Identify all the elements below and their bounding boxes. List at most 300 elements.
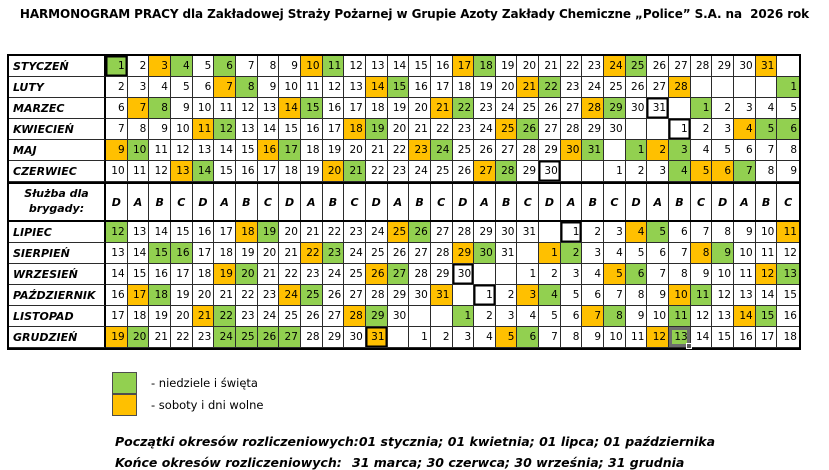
day-cell[interactable]: 19: [171, 285, 193, 306]
day-cell[interactable]: 8: [777, 140, 799, 161]
day-cell[interactable]: 25: [431, 161, 453, 182]
day-cell[interactable]: 29: [431, 264, 453, 285]
day-cell[interactable]: 10: [734, 243, 756, 264]
brigade-letter-cell[interactable]: A: [734, 184, 756, 220]
day-cell[interactable]: 17: [214, 222, 236, 243]
brigade-letter-cell[interactable]: D: [453, 184, 475, 220]
day-cell[interactable]: 4: [756, 98, 778, 119]
day-cell[interactable]: 14: [366, 77, 388, 98]
day-cell[interactable]: 25: [344, 264, 366, 285]
day-cell[interactable]: 23: [236, 306, 258, 327]
day-cell[interactable]: 19: [474, 77, 496, 98]
day-cell[interactable]: 27: [561, 98, 583, 119]
day-cell[interactable]: 31: [647, 98, 669, 119]
day-cell[interactable]: 28: [453, 222, 475, 243]
day-cell[interactable]: 9: [777, 161, 799, 182]
day-cell[interactable]: 3: [149, 56, 171, 77]
day-cell[interactable]: 6: [647, 243, 669, 264]
day-cell[interactable]: 1: [474, 285, 496, 306]
day-cell[interactable]: 11: [193, 119, 215, 140]
day-cell[interactable]: 18: [214, 243, 236, 264]
day-cell[interactable]: 13: [193, 140, 215, 161]
day-cell[interactable]: 10: [712, 264, 734, 285]
empty-cell[interactable]: [539, 222, 561, 243]
day-cell[interactable]: 9: [582, 327, 604, 348]
day-cell[interactable]: 4: [604, 243, 626, 264]
day-cell[interactable]: 1: [409, 327, 431, 348]
day-cell[interactable]: 12: [344, 56, 366, 77]
day-cell[interactable]: 2: [474, 306, 496, 327]
day-cell[interactable]: 23: [301, 264, 323, 285]
day-cell[interactable]: 25: [453, 140, 475, 161]
day-cell[interactable]: 5: [561, 285, 583, 306]
day-cell[interactable]: 27: [496, 140, 518, 161]
day-cell[interactable]: 11: [301, 77, 323, 98]
day-cell[interactable]: 6: [777, 119, 799, 140]
day-cell[interactable]: 11: [149, 140, 171, 161]
day-cell[interactable]: 14: [756, 285, 778, 306]
day-cell[interactable]: 29: [517, 161, 539, 182]
day-cell[interactable]: 28: [669, 77, 691, 98]
day-cell[interactable]: 17: [453, 56, 475, 77]
day-cell[interactable]: 4: [626, 222, 648, 243]
day-cell[interactable]: 31: [756, 56, 778, 77]
day-cell[interactable]: 26: [301, 306, 323, 327]
day-cell[interactable]: 23: [409, 140, 431, 161]
brigade-letter-cell[interactable]: A: [128, 184, 150, 220]
empty-cell[interactable]: [496, 264, 518, 285]
day-cell[interactable]: 8: [756, 161, 778, 182]
day-cell[interactable]: 1: [561, 222, 583, 243]
day-cell[interactable]: 2: [496, 285, 518, 306]
day-cell[interactable]: 26: [409, 222, 431, 243]
day-cell[interactable]: 8: [561, 327, 583, 348]
brigade-letter-cell[interactable]: D: [539, 184, 561, 220]
day-cell[interactable]: 17: [193, 243, 215, 264]
day-cell[interactable]: 22: [366, 161, 388, 182]
day-cell[interactable]: 18: [236, 222, 258, 243]
day-cell[interactable]: 10: [301, 56, 323, 77]
day-cell[interactable]: 6: [214, 56, 236, 77]
day-cell[interactable]: 20: [409, 98, 431, 119]
day-cell[interactable]: 23: [561, 77, 583, 98]
day-cell[interactable]: 30: [734, 56, 756, 77]
day-cell[interactable]: 1: [777, 77, 799, 98]
day-cell[interactable]: 2: [539, 264, 561, 285]
day-cell[interactable]: 14: [193, 161, 215, 182]
day-cell[interactable]: 12: [647, 327, 669, 348]
day-cell[interactable]: 29: [604, 98, 626, 119]
day-cell[interactable]: 27: [669, 56, 691, 77]
day-cell[interactable]: 30: [388, 306, 410, 327]
day-cell[interactable]: 13: [777, 264, 799, 285]
day-cell[interactable]: 9: [626, 306, 648, 327]
day-cell[interactable]: 22: [539, 77, 561, 98]
day-cell[interactable]: 22: [431, 119, 453, 140]
empty-cell[interactable]: [409, 306, 431, 327]
day-cell[interactable]: 27: [344, 285, 366, 306]
day-cell[interactable]: 25: [626, 56, 648, 77]
day-cell[interactable]: 18: [149, 285, 171, 306]
day-cell[interactable]: 5: [604, 264, 626, 285]
day-cell[interactable]: 21: [539, 56, 561, 77]
day-cell[interactable]: 25: [301, 285, 323, 306]
brigade-letter-cell[interactable]: B: [582, 184, 604, 220]
day-cell[interactable]: 16: [734, 327, 756, 348]
day-cell[interactable]: 6: [561, 306, 583, 327]
brigade-letter-cell[interactable]: B: [669, 184, 691, 220]
day-cell[interactable]: 8: [626, 285, 648, 306]
day-cell[interactable]: 9: [647, 285, 669, 306]
day-cell[interactable]: 6: [517, 327, 539, 348]
day-cell[interactable]: 9: [171, 98, 193, 119]
day-cell[interactable]: 16: [149, 264, 171, 285]
day-cell[interactable]: 1: [106, 56, 128, 77]
day-cell[interactable]: 15: [279, 119, 301, 140]
day-cell[interactable]: 19: [366, 119, 388, 140]
day-cell[interactable]: 28: [517, 140, 539, 161]
day-cell[interactable]: 24: [214, 327, 236, 348]
day-cell[interactable]: 8: [691, 243, 713, 264]
day-cell[interactable]: 17: [106, 306, 128, 327]
empty-cell[interactable]: [691, 77, 713, 98]
empty-cell[interactable]: [517, 243, 539, 264]
empty-cell[interactable]: [756, 77, 778, 98]
day-cell[interactable]: 3: [453, 327, 475, 348]
day-cell[interactable]: 5: [691, 161, 713, 182]
day-cell[interactable]: 26: [323, 285, 345, 306]
day-cell[interactable]: 10: [171, 119, 193, 140]
day-cell[interactable]: 28: [301, 327, 323, 348]
day-cell[interactable]: 8: [149, 98, 171, 119]
day-cell[interactable]: 3: [604, 222, 626, 243]
day-cell[interactable]: 16: [193, 222, 215, 243]
day-cell[interactable]: 6: [582, 285, 604, 306]
day-cell[interactable]: 21: [517, 77, 539, 98]
day-cell[interactable]: 5: [171, 77, 193, 98]
day-cell[interactable]: 25: [604, 77, 626, 98]
day-cell[interactable]: 30: [539, 161, 561, 182]
empty-cell[interactable]: [712, 77, 734, 98]
day-cell[interactable]: 13: [734, 285, 756, 306]
day-cell[interactable]: 17: [323, 119, 345, 140]
day-cell[interactable]: 17: [258, 161, 280, 182]
day-cell[interactable]: 21: [258, 264, 280, 285]
day-cell[interactable]: 22: [214, 306, 236, 327]
day-cell[interactable]: 29: [474, 222, 496, 243]
day-cell[interactable]: 26: [366, 264, 388, 285]
day-cell[interactable]: 29: [366, 306, 388, 327]
day-cell[interactable]: 25: [366, 243, 388, 264]
day-cell[interactable]: 3: [734, 98, 756, 119]
day-cell[interactable]: 20: [171, 306, 193, 327]
day-cell[interactable]: 23: [388, 161, 410, 182]
brigade-letter-cell[interactable]: B: [409, 184, 431, 220]
day-cell[interactable]: 14: [128, 243, 150, 264]
day-cell[interactable]: 1: [539, 243, 561, 264]
empty-cell[interactable]: [777, 56, 799, 77]
day-cell[interactable]: 22: [453, 98, 475, 119]
day-cell[interactable]: 24: [409, 161, 431, 182]
day-cell[interactable]: 18: [279, 161, 301, 182]
empty-cell[interactable]: [474, 264, 496, 285]
day-cell[interactable]: 5: [626, 243, 648, 264]
day-cell[interactable]: 28: [691, 56, 713, 77]
day-cell[interactable]: 20: [258, 243, 280, 264]
day-cell[interactable]: 19: [323, 140, 345, 161]
day-cell[interactable]: 4: [474, 327, 496, 348]
day-cell[interactable]: 12: [214, 119, 236, 140]
day-cell[interactable]: 16: [258, 140, 280, 161]
day-cell[interactable]: 9: [106, 140, 128, 161]
day-cell[interactable]: 16: [106, 285, 128, 306]
day-cell[interactable]: 17: [171, 264, 193, 285]
day-cell[interactable]: 7: [691, 222, 713, 243]
day-cell[interactable]: 20: [128, 327, 150, 348]
day-cell[interactable]: 16: [171, 243, 193, 264]
day-cell[interactable]: 22: [323, 222, 345, 243]
day-cell[interactable]: 9: [279, 56, 301, 77]
day-cell[interactable]: 5: [777, 98, 799, 119]
day-cell[interactable]: 29: [323, 327, 345, 348]
day-cell[interactable]: 25: [236, 327, 258, 348]
day-cell[interactable]: 13: [128, 222, 150, 243]
brigade-letter-cell[interactable]: C: [258, 184, 280, 220]
brigade-letter-cell[interactable]: A: [561, 184, 583, 220]
day-cell[interactable]: 10: [279, 77, 301, 98]
day-cell[interactable]: 13: [258, 98, 280, 119]
day-cell[interactable]: 2: [128, 56, 150, 77]
day-cell[interactable]: 20: [236, 264, 258, 285]
day-cell[interactable]: 11: [323, 56, 345, 77]
day-cell[interactable]: 16: [409, 77, 431, 98]
day-cell[interactable]: 14: [214, 140, 236, 161]
day-cell[interactable]: 25: [496, 119, 518, 140]
brigade-letter-cell[interactable]: D: [279, 184, 301, 220]
empty-cell[interactable]: [647, 119, 669, 140]
brigade-letter-cell[interactable]: C: [171, 184, 193, 220]
day-cell[interactable]: 4: [691, 140, 713, 161]
day-cell[interactable]: 2: [647, 140, 669, 161]
day-cell[interactable]: 30: [604, 119, 626, 140]
day-cell[interactable]: 9: [258, 77, 280, 98]
day-cell[interactable]: 26: [453, 161, 475, 182]
day-cell[interactable]: 15: [128, 264, 150, 285]
day-cell[interactable]: 20: [388, 119, 410, 140]
day-cell[interactable]: 26: [539, 98, 561, 119]
day-cell[interactable]: 20: [344, 140, 366, 161]
day-cell[interactable]: 14: [388, 56, 410, 77]
day-cell[interactable]: 31: [496, 243, 518, 264]
day-cell[interactable]: 21: [214, 285, 236, 306]
day-cell[interactable]: 17: [344, 98, 366, 119]
day-cell[interactable]: 8: [258, 56, 280, 77]
day-cell[interactable]: 7: [128, 98, 150, 119]
day-cell[interactable]: 22: [561, 56, 583, 77]
day-cell[interactable]: 14: [734, 306, 756, 327]
empty-cell[interactable]: [734, 77, 756, 98]
day-cell[interactable]: 15: [149, 243, 171, 264]
day-cell[interactable]: 28: [344, 306, 366, 327]
day-cell[interactable]: 25: [517, 98, 539, 119]
day-cell[interactable]: 5: [193, 56, 215, 77]
day-cell[interactable]: 15: [214, 161, 236, 182]
day-cell[interactable]: 26: [517, 119, 539, 140]
day-cell[interactable]: 31: [517, 222, 539, 243]
day-cell[interactable]: 12: [236, 98, 258, 119]
day-cell[interactable]: 4: [582, 264, 604, 285]
day-cell[interactable]: 26: [647, 56, 669, 77]
day-cell[interactable]: 14: [691, 327, 713, 348]
day-cell[interactable]: 26: [474, 140, 496, 161]
day-cell[interactable]: 23: [582, 56, 604, 77]
day-cell[interactable]: 20: [496, 77, 518, 98]
day-cell[interactable]: 5: [756, 119, 778, 140]
day-cell[interactable]: 25: [279, 306, 301, 327]
day-cell[interactable]: 13: [171, 161, 193, 182]
empty-cell[interactable]: [561, 161, 583, 182]
day-cell[interactable]: 18: [453, 77, 475, 98]
day-cell[interactable]: 7: [539, 327, 561, 348]
day-cell[interactable]: 6: [734, 140, 756, 161]
day-cell[interactable]: 19: [496, 56, 518, 77]
day-cell[interactable]: 8: [236, 77, 258, 98]
day-cell[interactable]: 11: [691, 285, 713, 306]
brigade-letter-cell[interactable]: C: [517, 184, 539, 220]
day-cell[interactable]: 8: [712, 222, 734, 243]
day-cell[interactable]: 21: [409, 119, 431, 140]
day-cell[interactable]: 23: [344, 222, 366, 243]
brigade-letter-cell[interactable]: C: [784, 195, 793, 209]
brigade-letter-cell[interactable]: B: [149, 184, 171, 220]
day-cell[interactable]: 5: [539, 306, 561, 327]
day-cell[interactable]: 15: [756, 306, 778, 327]
day-cell[interactable]: 12: [712, 285, 734, 306]
day-cell[interactable]: 30: [561, 140, 583, 161]
brigade-letter-cell[interactable]: C: [431, 184, 453, 220]
day-cell[interactable]: 24: [258, 306, 280, 327]
day-cell[interactable]: 3: [712, 119, 734, 140]
day-cell[interactable]: 10: [669, 285, 691, 306]
brigade-letter-cell[interactable]: D: [193, 184, 215, 220]
day-cell[interactable]: 3: [582, 243, 604, 264]
brigade-letter-cell[interactable]: A: [301, 184, 323, 220]
day-cell[interactable]: 2: [431, 327, 453, 348]
day-cell[interactable]: 27: [409, 243, 431, 264]
brigade-letter-cell[interactable]: D: [712, 184, 734, 220]
day-cell[interactable]: 21: [149, 327, 171, 348]
empty-cell[interactable]: [604, 140, 626, 161]
day-cell[interactable]: 23: [453, 119, 475, 140]
day-cell[interactable]: 3: [517, 285, 539, 306]
day-cell[interactable]: 24: [366, 222, 388, 243]
day-cell[interactable]: 2: [626, 161, 648, 182]
day-cell[interactable]: 31: [366, 327, 388, 348]
day-cell[interactable]: 6: [712, 161, 734, 182]
day-cell[interactable]: 3: [496, 306, 518, 327]
day-cell[interactable]: 20: [323, 161, 345, 182]
brigade-letter-cell[interactable]: A: [647, 184, 669, 220]
day-cell[interactable]: 9: [149, 119, 171, 140]
day-cell[interactable]: 15: [301, 98, 323, 119]
day-cell[interactable]: 15: [712, 327, 734, 348]
day-cell[interactable]: 27: [279, 327, 301, 348]
day-cell[interactable]: 8: [669, 264, 691, 285]
day-cell[interactable]: 14: [149, 222, 171, 243]
day-cell[interactable]: 13: [236, 119, 258, 140]
day-cell[interactable]: 7: [604, 285, 626, 306]
brigade-letter-cell[interactable]: A: [474, 184, 496, 220]
day-cell[interactable]: 29: [453, 243, 475, 264]
day-cell[interactable]: 15: [236, 140, 258, 161]
day-cell[interactable]: 2: [582, 222, 604, 243]
day-cell[interactable]: 24: [604, 56, 626, 77]
day-cell[interactable]: 20: [279, 222, 301, 243]
day-cell[interactable]: 6: [669, 222, 691, 243]
day-cell[interactable]: 21: [301, 222, 323, 243]
day-cell[interactable]: 7: [647, 264, 669, 285]
day-cell[interactable]: 9: [712, 243, 734, 264]
day-cell[interactable]: 4: [171, 56, 193, 77]
brigade-letter-cell[interactable]: B: [236, 184, 258, 220]
day-cell[interactable]: 28: [409, 264, 431, 285]
day-cell[interactable]: 7: [756, 140, 778, 161]
day-cell[interactable]: 24: [582, 77, 604, 98]
day-cell[interactable]: 28: [582, 98, 604, 119]
day-cell[interactable]: 23: [193, 327, 215, 348]
day-cell[interactable]: 3: [647, 161, 669, 182]
day-cell[interactable]: 2: [712, 98, 734, 119]
day-cell[interactable]: 19: [149, 306, 171, 327]
day-cell[interactable]: 7: [582, 306, 604, 327]
day-cell[interactable]: 17: [431, 77, 453, 98]
day-cell[interactable]: 4: [149, 77, 171, 98]
day-cell[interactable]: 26: [626, 77, 648, 98]
day-cell[interactable]: 22: [301, 243, 323, 264]
brigade-letter-cell[interactable]: B: [323, 184, 345, 220]
day-cell[interactable]: 3: [561, 264, 583, 285]
day-cell[interactable]: 18: [193, 264, 215, 285]
day-cell[interactable]: 27: [388, 264, 410, 285]
day-cell[interactable]: 7: [236, 56, 258, 77]
brigade-letter-cell[interactable]: A: [214, 184, 236, 220]
brigade-letter-cell[interactable]: C: [691, 184, 713, 220]
day-cell[interactable]: 1: [669, 119, 691, 140]
day-cell[interactable]: 16: [323, 98, 345, 119]
day-cell[interactable]: 19: [388, 98, 410, 119]
day-cell[interactable]: 21: [193, 306, 215, 327]
empty-cell[interactable]: [453, 285, 475, 306]
day-cell[interactable]: 24: [279, 285, 301, 306]
empty-cell[interactable]: [431, 306, 453, 327]
day-cell[interactable]: 23: [258, 285, 280, 306]
day-cell[interactable]: 9: [691, 264, 713, 285]
day-cell[interactable]: 23: [323, 243, 345, 264]
day-cell[interactable]: 4: [517, 306, 539, 327]
brigade-letter-cell[interactable]: D: [626, 184, 648, 220]
day-cell[interactable]: 26: [258, 327, 280, 348]
day-cell[interactable]: 25: [388, 222, 410, 243]
day-cell[interactable]: 28: [431, 243, 453, 264]
day-cell[interactable]: 13: [712, 306, 734, 327]
day-cell[interactable]: 17: [756, 327, 778, 348]
day-cell[interactable]: 5: [712, 140, 734, 161]
day-cell[interactable]: 27: [323, 306, 345, 327]
day-cell[interactable]: 27: [647, 77, 669, 98]
day-cell[interactable]: 21: [431, 98, 453, 119]
day-cell[interactable]: 7: [734, 161, 756, 182]
brigade-letter-cell[interactable]: B: [496, 184, 518, 220]
